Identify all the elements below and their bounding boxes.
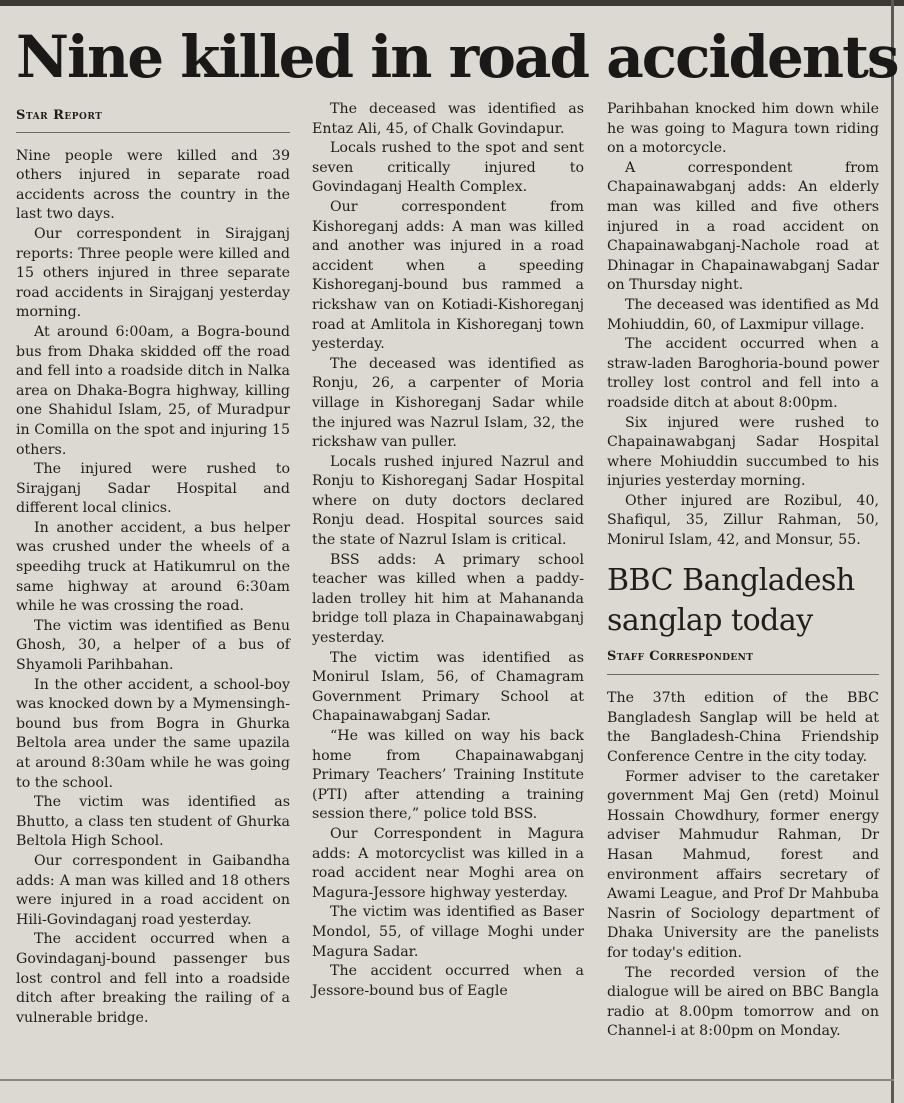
paragraph: In another accident, a bus helper was crushed under the wheels of a speedihg truck at Hatikumrul on the same highway at around 6:30am while he was crossing the road. xyxy=(16,519,290,615)
bottom-rule xyxy=(0,1079,894,1081)
paragraph: The accident occurred when a Jessore-bound bus of Eagle xyxy=(312,963,584,999)
paragraph: Our Correspondent in Magura adds: A motorcyclist was killed in a road accident near Moghi area on Magura-Jessore highway yesterday. xyxy=(312,825,584,901)
paragraph: BSS adds: A primary school teacher was killed when a paddy-laden trolley hit him at Mahananda bridge toll plaza in Chapainawabganj yesterday. xyxy=(312,551,584,647)
byline xyxy=(16,106,290,133)
paragraph: Former adviser to the caretaker government Maj Gen (retd) Moinul Hossain Chowdhury, former energy adviser Mahmudur Rahman, Dr Hasan Mahmud, forest and environment affairs secretary of Awami League, and Prof Dr Mahbuba Nasrin of Sociology department of Dhaka University are the panelists for today's edition. xyxy=(607,768,879,961)
paragraph: The victim was identified as Bhutto, a class ten student of Ghurka Beltola High School. xyxy=(16,794,290,850)
paragraph: Parihbahan knocked him down while he was going to Magura town riding on a motorcycle. xyxy=(607,101,879,157)
paragraph: The accident occurred when a Govindaganj-bound passenger bus lost control and fell into a roadside ditch after breaking the railing of a vulnerable bridge. xyxy=(16,931,290,1026)
paragraph: Our correspondent in Sirajganj reports: Three people were killed and 15 others injured in three separate road accidents in Sirajganj yesterday morning. xyxy=(16,225,290,321)
paragraph: The victim was identified as Monirul Islam, 56, of Chamagram Government Primary School at Chapainawabganj Sadar. xyxy=(312,649,584,725)
paragraph: Locals rushed injured Nazrul and Ronju to Kishoreganj Sadar Hospital where on duty doctors declared Ronju dead. Hospital sources said the state of Nazrul Islam is critical. xyxy=(312,453,584,549)
article-column-1 xyxy=(16,100,290,1028)
paragraph: The accident occurred when a straw-laden Baroghoria-bound power trolley lost control and fell into a roadside ditch at about 8:00pm. xyxy=(607,336,879,411)
sidebar-byline xyxy=(607,647,879,676)
paragraph: The injured were rushed to Sirajganj Sadar Hospital and different local clinics. xyxy=(16,461,290,517)
paragraph: Our correspondent from Kishoreganj adds: A man was killed and another was injured in a road accident when a speeding Kishoreganj-bound bus rammed a rickshaw van on Kotiadi-Kishoreganj road at Amlitola in Kishoreganj town yesterday. xyxy=(312,198,584,353)
paragraph: The victim was identified as Benu Ghosh, 30, a helper of a bus of Shyamoli Parihbahan. xyxy=(16,617,290,674)
paragraph: The deceased was identified as Entaz Ali, 45, of Chalk Govindapur. xyxy=(312,101,584,137)
byline-text: Star Report xyxy=(16,108,103,123)
sidebar-article xyxy=(607,561,879,1042)
paragraph: A correspondent from Chapainawabganj adds: An elderly man was killed and five others injured in a road accident on Chapainawabganj-Nachole road at Dhinagar in Chapainawabganj Sadar on Thursday night. xyxy=(607,159,879,294)
article-column-3 xyxy=(607,100,879,1042)
paragraph: The 37th edition of the BBC Bangladesh Sanglap will be held at the Bangladesh-China Friendship Conference Centre in the city today. xyxy=(607,690,879,766)
paragraph: The deceased was identified as Ronju, 26, a carpenter of Moria village in Kishoreganj Sadar while the injured was Nazrul Islam, 32, the rickshaw van puller. xyxy=(312,355,584,451)
paragraph: At around 6:00am, a Bogra-bound bus from Dhaka skidded off the road and fell into a roadside ditch in Nalka area on Dhaka-Bogra highway, killing one Shahidul Islam, 25, of Muradpur in Comilla on the spot and injuring 15 others. xyxy=(16,323,290,458)
paragraph: The victim was identified as Baser Mondol, 55, of village Moghi under Magura Sadar. xyxy=(312,904,584,960)
column-rule-right xyxy=(891,0,894,1103)
article-column-2 xyxy=(312,100,584,1001)
sidebar-byline-text: Staff Correspondent xyxy=(607,648,754,664)
paragraph: Nine people were killed and 39 others injured in separate road accidents across the country in the last two days. xyxy=(16,147,290,223)
headline: Nine killed in road accidents xyxy=(16,23,898,91)
paragraph: In the other accident, a school-boy was knocked down by a Mymensingh-bound bus from Bogra in Ghurka Beltola area under the same upazila at around 8:30am while he was going to the school. xyxy=(16,676,290,791)
paragraph: “He was killed on way his back home from Chapainawabganj Primary Teachers’ Training Institute (PTI) after attending a training session there,” police told BSS. xyxy=(312,728,584,823)
paragraph: Six injured were rushed to Chapainawabganj Sadar Hospital where Mohiuddin succumbed to his injuries yesterday morning. xyxy=(607,414,879,490)
paragraph: The deceased was identified as Md Mohiuddin, 60, of Laxmipur village. xyxy=(607,296,879,333)
paragraph: The recorded version of the dialogue will be aired on BBC Bangla radio at 8.00pm tomorrow and on Channel-i at 8:00pm on Monday. xyxy=(607,964,879,1040)
paragraph: Our correspondent in Gaibandha adds: A man was killed and 18 others were injured in a road accident on Hili-Govindaganj road yesterday. xyxy=(16,852,290,928)
top-rule xyxy=(0,0,904,6)
paragraph: Other injured are Rozibul, 40, Shafiqul, 35, Zillur Rahman, 50, Monirul Islam, 42, and Monsur, 55. xyxy=(607,492,879,549)
sidebar-headline: BBC Bangladesh sanglap today xyxy=(607,562,855,638)
paragraph: Locals rushed to the spot and sent seven critically injured to Govindaganj Health Complex. xyxy=(312,140,584,196)
